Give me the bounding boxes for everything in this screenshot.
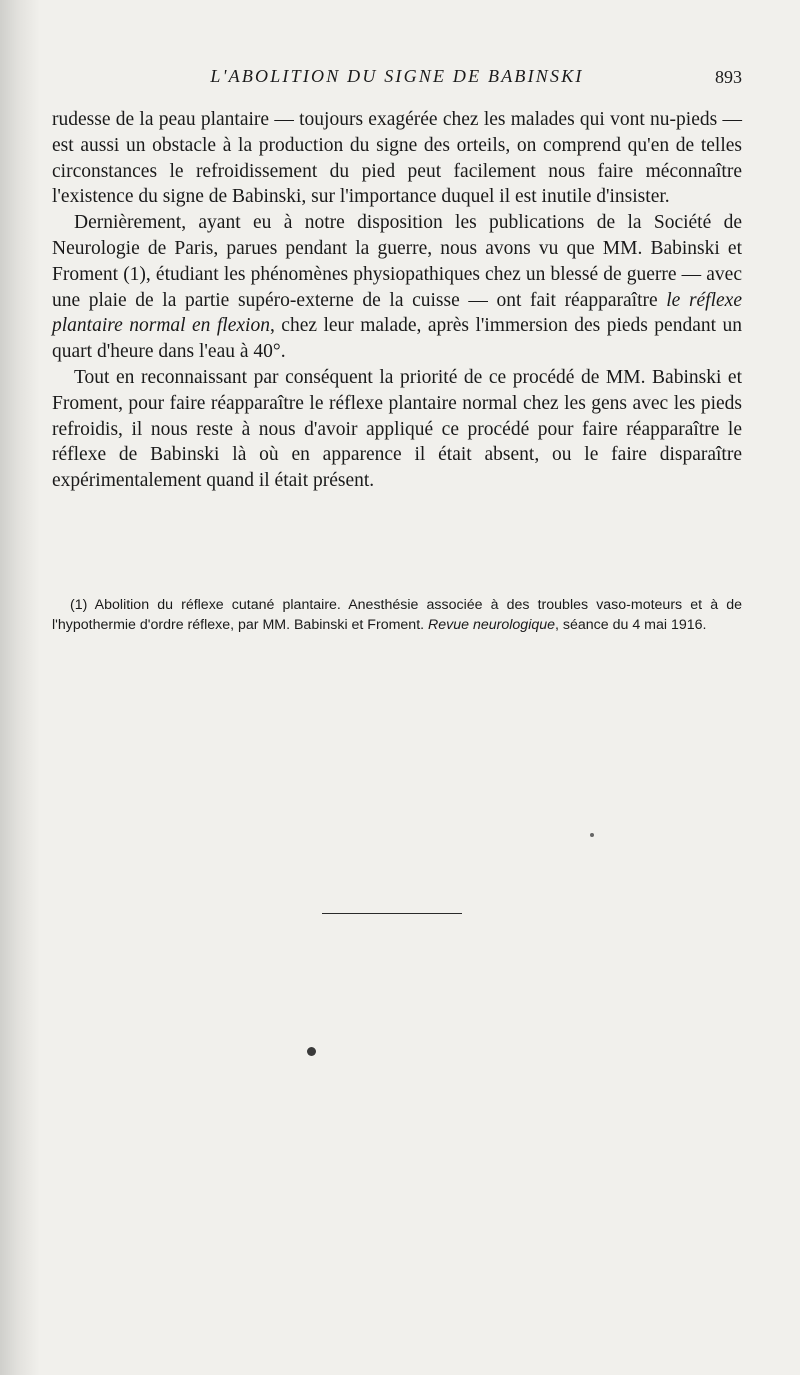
footnote <box>52 596 742 635</box>
footnote-journal: Revue neurologique <box>428 616 556 633</box>
page-edge-shadow <box>0 0 40 1375</box>
ink-speck <box>307 1047 316 1056</box>
end-rule <box>322 913 462 914</box>
paragraph-1: rudesse de la peau plantaire — toujours exagérée chez les malades qui vont nu-pieds — est aussi un obstacle à la production du signe des orteils, on comprend qu'en de telles circonstances le refroidissement du pied peut facilement nous faire méconnaître l'existence du signe de Babinski, sur l'importance duquel il est inutile d'insister. <box>52 109 742 208</box>
paragraph-3: Tout en reconnaissant par conséquent la priorité de ce procédé de MM. Babinski et Froment, pour faire réapparaître le réflexe plantaire normal chez les gens avec les pieds refroidis, il nous reste à nous d'avoir appliqué ce procédé pour faire réapparaître le réflexe de Babinski là où en apparence il était absent, ou le faire disparaître expérimentalement quand il était présent. <box>52 366 742 492</box>
paragraph-2 <box>52 210 742 365</box>
footnote-1 <box>52 596 742 635</box>
dust-speck <box>590 833 594 837</box>
paragraph-2-text-b: , chez leur malade, après l'immersion des pieds pendant un quart d'heure dans l'eau à 40°. <box>52 315 742 363</box>
page-number: 893 <box>715 67 742 87</box>
footnote-text-b: , séance du 4 mai 1916. <box>555 616 707 633</box>
running-title: L'ABOLITION DU SIGNE DE BABINSKI <box>210 66 584 86</box>
footnote-text-a: (1) Abolition du réflexe cutané plantaire. Anesthésie associée à des troubles vaso-moteurs et à de l'hypothermie d'ordre réflexe, par MM. Babinski et Froment. <box>52 597 742 633</box>
body-text <box>52 107 742 494</box>
paragraph-2-italic: le réflexe plantaire normal en flexion <box>52 289 742 337</box>
running-header <box>52 66 742 96</box>
paragraph-2-text-a: Dernièrement, ayant eu à notre disposition les publications de la Société de Neurologie de Paris, parues pendant la guerre, nous avons vu que MM. Babinski et Froment (1), étudiant les phénomènes physiopathiques chez un blessé de guerre — avec une plaie de la partie supéro-externe de la cuisse — ont fait réapparaître <box>52 212 742 311</box>
